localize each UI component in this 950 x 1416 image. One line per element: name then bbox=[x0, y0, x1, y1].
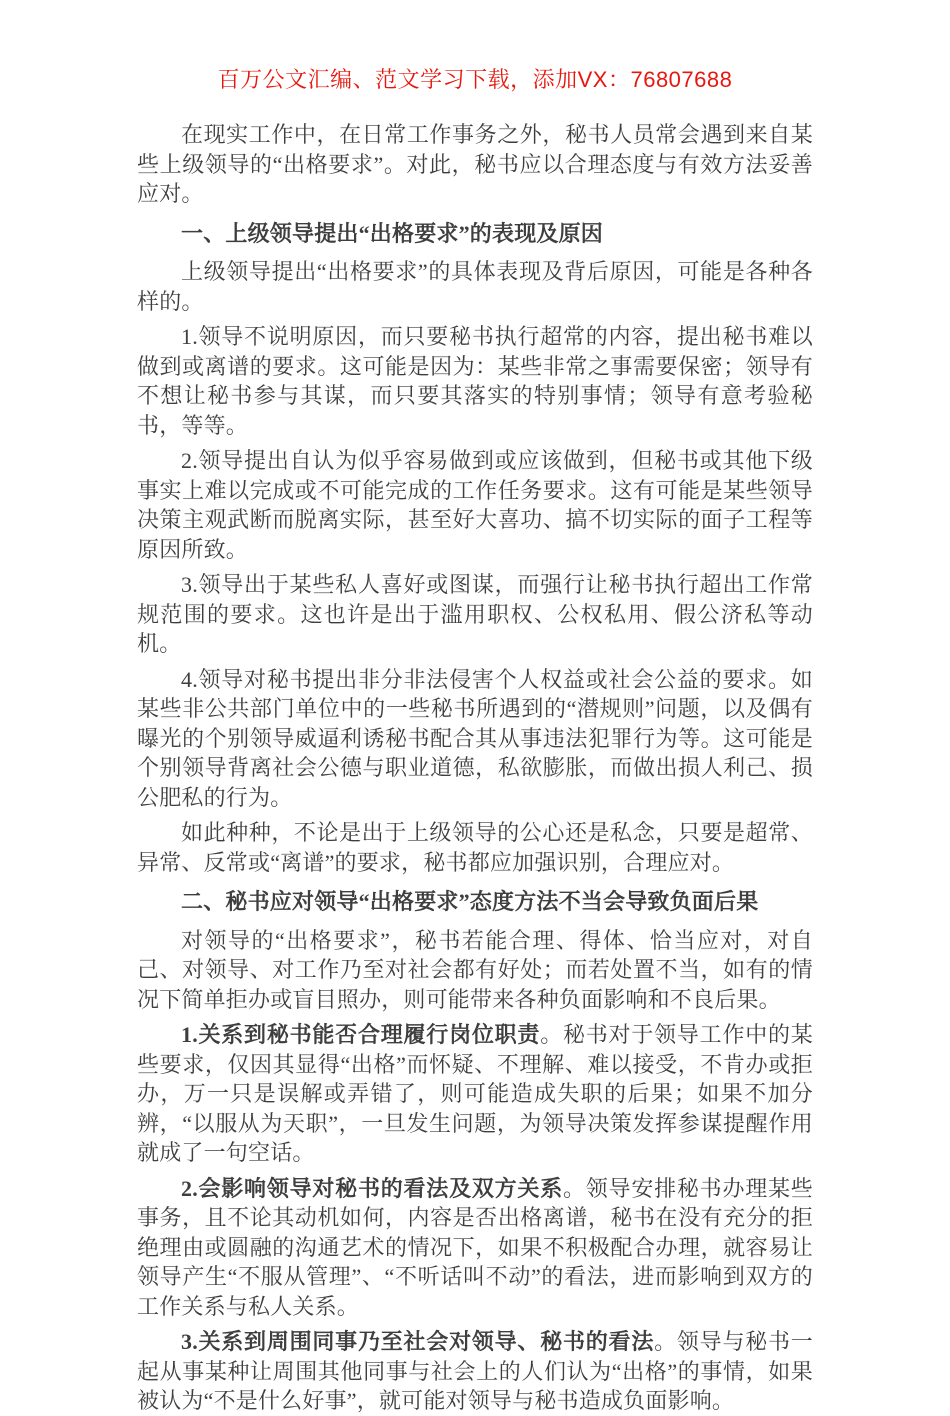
section-heading: 一、上级领导提出“出格要求”的表现及原因 bbox=[181, 220, 604, 246]
section-heading: 二、秘书应对领导“出格要求”态度方法不当会导致负面后果 bbox=[181, 889, 759, 914]
document-content bbox=[137, 120, 813, 1416]
paragraph: 2.领导提出自认为似乎容易做到或应该做到，但秘书或其他下级事实上难以完成或不可能完成的工作任务要求。这有可能是某些领导决策主观武断而脱离实际，甚至好大喜功、搞不切实际的面子工程等原因所致。 bbox=[137, 448, 813, 562]
paragraph-text: 。秘书对于领导工作中的某些要求，仅因其显得“出格”而怀疑、不理解、难以接受，不肯办或拒办，万一只是误解或弄错了，则可能造成失职的后果；如果不加分辨，“以服从为天职”，一旦发生问题，为领导决策发挥参谋提醒作用就成了一句空话。 bbox=[137, 1022, 813, 1165]
paragraph: 在现实工作中，在日常工作事务之外，秘书人员常会遇到来自某些上级领导的“出格要求”。对此，秘书应以合理态度与有效方法妥善应对。 bbox=[137, 122, 813, 206]
paragraph-bold-lead: 3.关系到周围同事乃至社会对领导、秘书的看法 bbox=[181, 1329, 655, 1354]
paragraph: 3.领导出于某些私人喜好或图谋，而强行让秘书执行超出工作常规范围的要求。这也许是出于滥用职权、公权私用、假公济私等动机。 bbox=[137, 572, 813, 656]
promo-header: 百万公文汇编、范文学习下载，添加VX：76807688 bbox=[217, 67, 733, 92]
paragraph-text: 。领导与秘书一起从事某种让周围其他同事与社会上的人们认为“出格”的事情，如果被认为“不是什么好事”，就可能对领导与秘书造成负面影响。 bbox=[137, 1329, 813, 1413]
paragraph: 上级领导提出“出格要求”的具体表现及背后原因，可能是各种各样的。 bbox=[137, 259, 813, 314]
paragraph bbox=[137, 1327, 813, 1416]
paragraph: 对领导的“出格要求”，秘书若能合理、得体、恰当应对，对自己、对领导、对工作乃至对社会都有好处；而若处置不当，如有的情况下简单拒办或盲目照办，则可能带来各种负面影响和不良后果。 bbox=[137, 927, 813, 1012]
paragraph-text: 。领导安排秘书办理某些事务，且不论其动机如何，内容是否出格离谱，秘书在没有充分的拒绝理由或圆融的沟通艺术的情况下，如果不积极配合办理，就容易让领导产生“不服从管理”、“不听话叫不动”的看法，进而影响到双方的工作关系与私人关系。 bbox=[137, 1175, 813, 1319]
paragraph: 如此种种，不论是出于上级领导的公心还是私念，只要是超常、异常、反常或“离谱”的要求，秘书都应加强识别，合理应对。 bbox=[137, 820, 813, 875]
paragraph bbox=[137, 1174, 813, 1322]
paragraph-bold-lead: 1.关系到秘书能否合理履行岗位职责 bbox=[181, 1022, 541, 1047]
paragraph-bold-lead: 2.会影响领导对秘书的看法及双方关系 bbox=[181, 1175, 563, 1201]
paragraph bbox=[137, 1020, 813, 1168]
paragraph: 1.领导不说明原因，而只要秘书执行超常的内容，提出秘书难以做到或离谱的要求。这可能是因为：某些非常之事需要保密；领导有不想让秘书参与其谋，而只要其落实的特别事情；领导有意考验秘书，等等。 bbox=[137, 324, 813, 438]
paragraph: 4.领导对秘书提出非分非法侵害个人权益或社会公益的要求。如某些非公共部门单位中的一些秘书所遇到的“潜规则”问题，以及偶有曝光的个别领导威逼利诱秘书配合其从事违法犯罪行为等。这可能是个别领导背离社会公德与职业道德，私欲膨胀，而做出损人利己、损公肥私的行为。 bbox=[137, 666, 813, 810]
